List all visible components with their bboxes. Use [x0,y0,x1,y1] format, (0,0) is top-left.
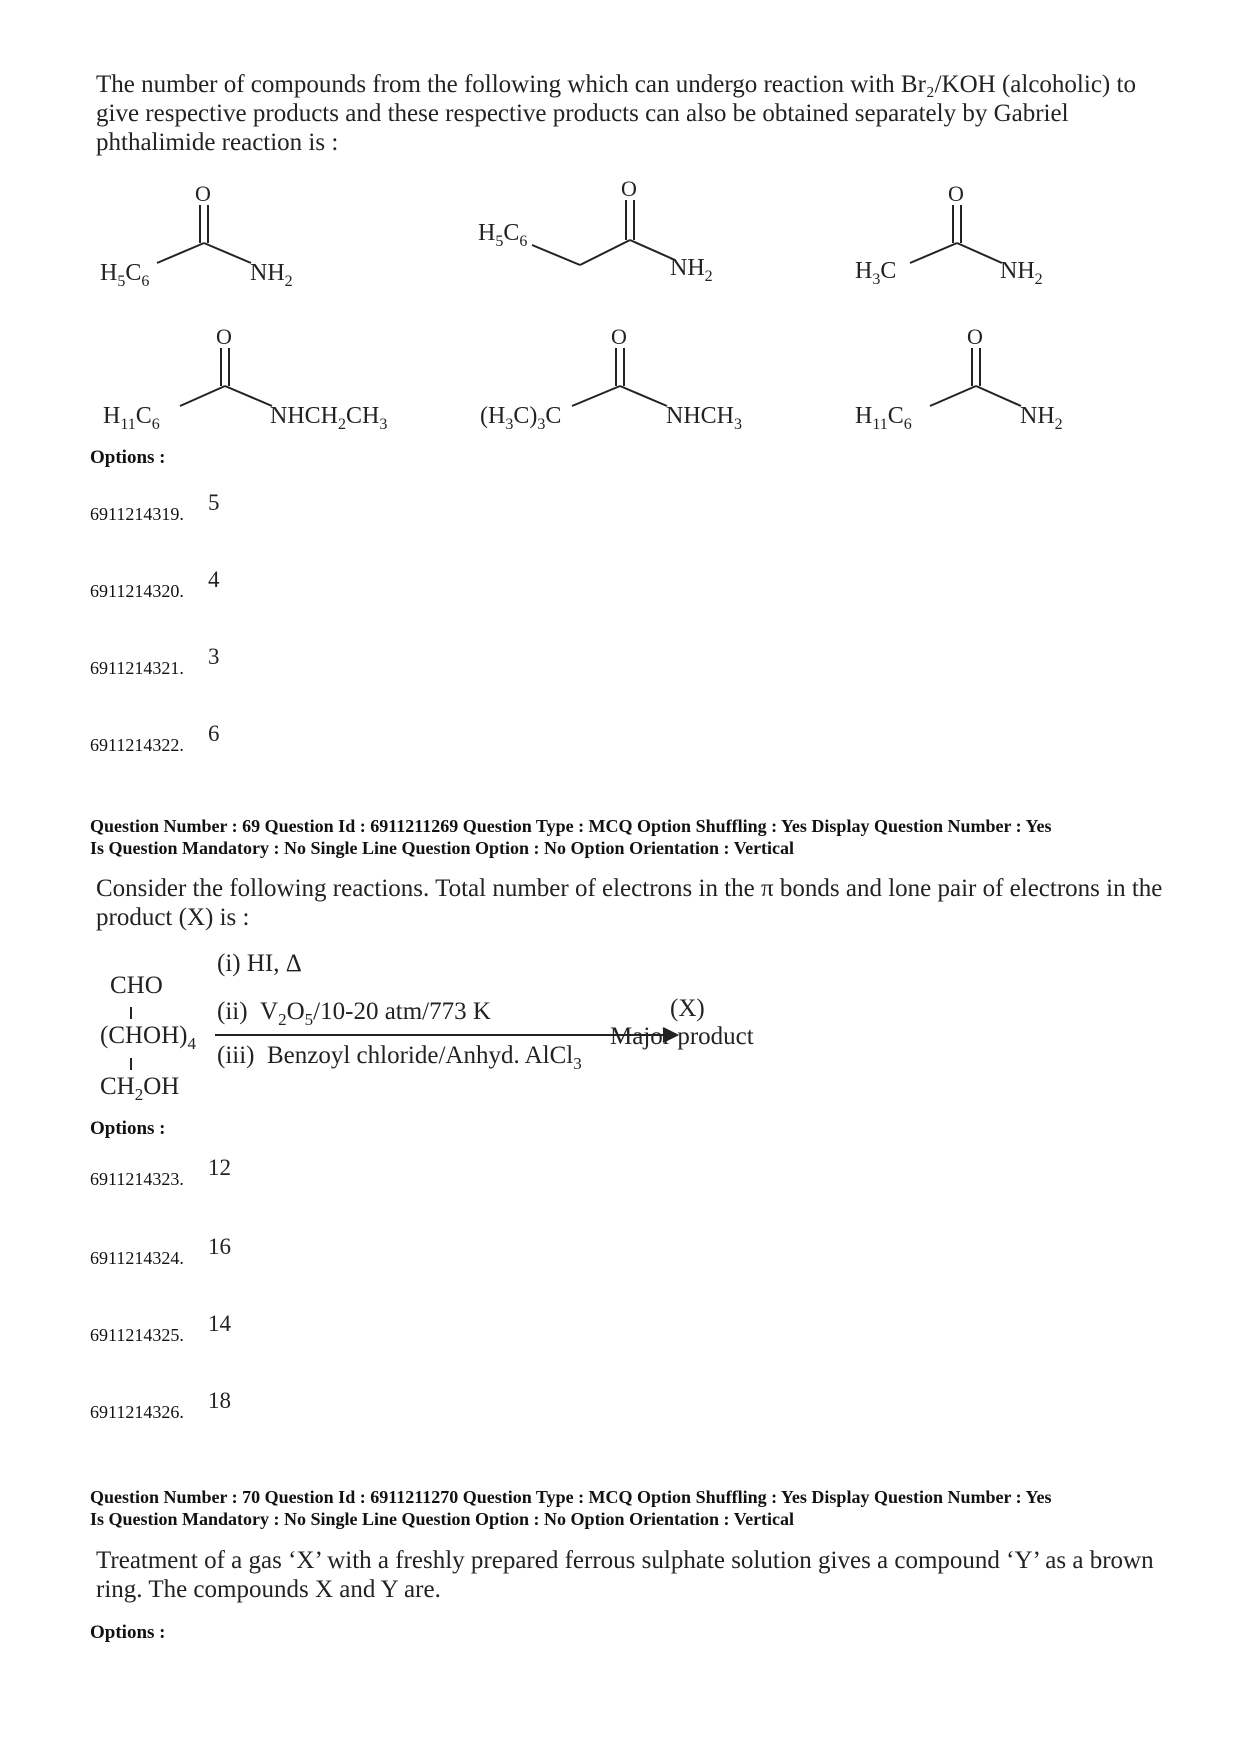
option-row[interactable] [90,1234,290,1274]
question-69-meta [90,815,1210,859]
option-id: 6911214321. [90,658,184,678]
option-row[interactable] [90,1155,290,1195]
question-70-text: Treatment of a gas ‘X’ with a freshly prepared ferrous sulphate solution gives a compound ‘Y’ as a brown ring. The compounds X and Y are. [96,1547,1154,1603]
question-meta-line: Question Number : 70 Question Id : 6911211270 Question Type : MCQ Option Shuffling : Yes Display Question Number : Yes [90,1487,1052,1507]
option-row[interactable] [90,721,290,761]
product-description: Major product [610,1023,754,1050]
reaction-scheme: CHO $(CHOH)_4$ $CH_2OH$ (i) HI, Δ (ii) $V_2O_5/10-20$ atm/773 K (iii) Benzoyl chloride/Anhyd. AlCl$_3$ (X) Major product [100,950,754,1104]
option-id: 6911214320. [90,581,184,601]
options-label-q68: Options : [90,447,166,468]
options-label-q70: Options : [90,1622,166,1643]
option-value: 5 [208,490,220,515]
question-69-text: Consider the following reactions. Total number of electrons in the π bonds and lone pair of electrons in the product (X) is : [96,875,1163,931]
option-row[interactable] [90,567,290,607]
question-meta-line: Question Number : 69 Question Id : 6911211269 Question Type : MCQ Option Shuffling : Yes Display Question Number : Yes [90,816,1052,836]
option-value: 16 [208,1234,231,1259]
structure-phenylacetamide: O $H_5C_6$ $NH_2$ [478,176,713,285]
options-label-q69: Options : [90,1118,166,1139]
option-id: 6911214325. [90,1325,184,1345]
option-value: 4 [208,567,220,592]
option-value: 18 [208,1388,231,1413]
structure-n-methylpivalamide: O $(H_3C)_3C$ $NHCH_3$ [480,324,743,433]
structure-n-ethylamide: O $H_{11}C_6$ $NHCH_2CH_3$ [103,324,388,433]
reaction-condition-2: (ii) $V_2O_5/10-20$ atm/773 K [217,998,491,1029]
reaction-condition-1: (i) HI, Δ [217,950,302,977]
structure-cyclohexanecarboxamide: O $H_{11}C_6$ $NH_2$ [855,324,1063,433]
option-id: 6911214319. [90,504,184,524]
option-row[interactable] [90,644,290,684]
structure-benzamide: O $H_5C_6$ $NH_2$ [100,181,293,290]
option-value: 3 [208,644,220,669]
question-meta-line: Is Question Mandatory : No Single Line Question Option : No Option Orientation : Vertical [90,1509,795,1529]
option-row[interactable] [90,1388,290,1428]
question-70-meta [90,1486,1210,1530]
option-value: 14 [208,1311,231,1336]
option-row[interactable] [90,490,290,530]
option-row[interactable] [90,1311,290,1351]
option-id: 6911214322. [90,735,184,755]
option-id: 6911214323. [90,1169,184,1189]
question-meta-line: Is Question Mandatory : No Single Line Question Option : No Option Orientation : Vertical [90,838,795,858]
option-value: 6 [208,721,220,746]
question-68-text: The number of compounds from the following which can undergo reaction with Br₂/KOH (alcoholic) to give respective products and these respective products can also be obtained separately by Gabriel phthalimide reaction is : [96,71,1136,156]
option-value: 12 [208,1155,231,1180]
reaction-condition-3: (iii) Benzoyl chloride/Anhyd. AlCl$_3$ [217,1042,582,1073]
structure-acetamide: O $H_3C$ $NH_2$ [855,181,1043,288]
product-label: (X) [670,995,705,1022]
option-id: 6911214324. [90,1248,184,1268]
option-id: 6911214326. [90,1402,184,1422]
